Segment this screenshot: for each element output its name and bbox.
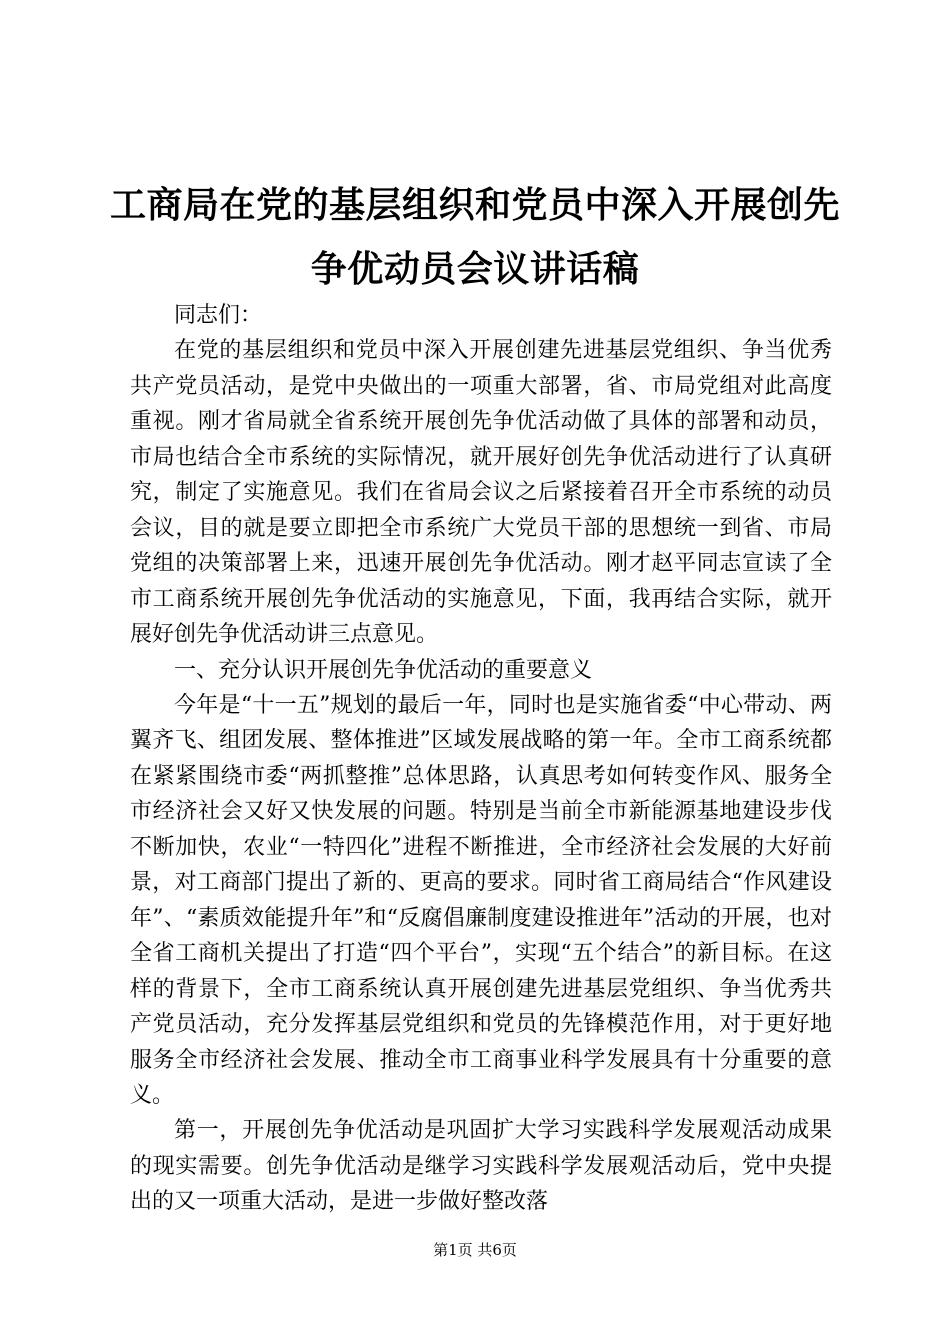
document-title-line-1: 工商局在党的基层组织和党员中深入开展创先	[110, 185, 841, 226]
section-heading: 一、充分认识开展创先争优活动的重要意义	[174, 657, 593, 683]
body-paragraph: 今年是“十一五”规划的最后一年，同时也是实施省委“中心带动、两翼齐飞、组团发展、整体推进”区域发展战略的第一年。全市工商系统都在紧紧围绕市委“两抓整推”总体思路，认真思考如何转变作风、服务全市经济社会又好又快发展的问题。特别是当前全市新能源基地建设步伐不断加快，农业“一特四化”进程不断推进，全市经济社会发展的大好前景，对工商部门提出了新的、更高的要求。同时省工商局结合“作风建设年”、“素质效能提升年”和“反腐倡廉制度建设推进年”活动的开展，也对全省工商机关提出了打造“四个平台”，实现“五个结合”的新目标。在这样的背景下，全市工商系统认真开展创建先进基层党组织、争当优秀共产党员活动，充分发挥基层党组织和党员的先锋模范作用，对于更好地服务全市经济社会发展、推动全市工商事业科学发展具有十分重要的意义。	[130, 692, 832, 1108]
body-paragraph: 在党的基层组织和党员中深入开展创建先进基层党组织、争当优秀共产党员活动，是党中央做出的一项重大部署，省、市局党组对此高度重视。刚才省局就全省系统开展创先争优活动做了具体的部署和动员，市局也结合全市系统的实际情况，就开展好创先争优活动进行了认真研究，制定了实施意见。我们在省局会议之后紧接着召开全市系统的动员会议，目的就是要立即把全市系统广大党员干部的思想统一到省、市局党组的决策部署上来，迅速开展创先争优活动。刚才赵平同志宣读了全市工商系统开展创先争优活动的实施意见，下面，我再结合实际，就开展好创先争优活动讲三点意见。	[130, 338, 832, 648]
document-title-line-2: 争优动员会议讲话稿	[310, 249, 640, 290]
salutation: 同志们：	[174, 303, 263, 328]
body-paragraph: 第一，开展创先争优活动是巩固扩大学习实践科学发展观活动成果的现实需要。创先争优活动是继学习实践科学发展观活动后，党中央提出的又一项重大活动，是进一步做好整改落	[130, 1118, 832, 1215]
page-number-footer: 第1页 共6页	[433, 1241, 517, 1259]
document-body	[130, 298, 832, 1220]
